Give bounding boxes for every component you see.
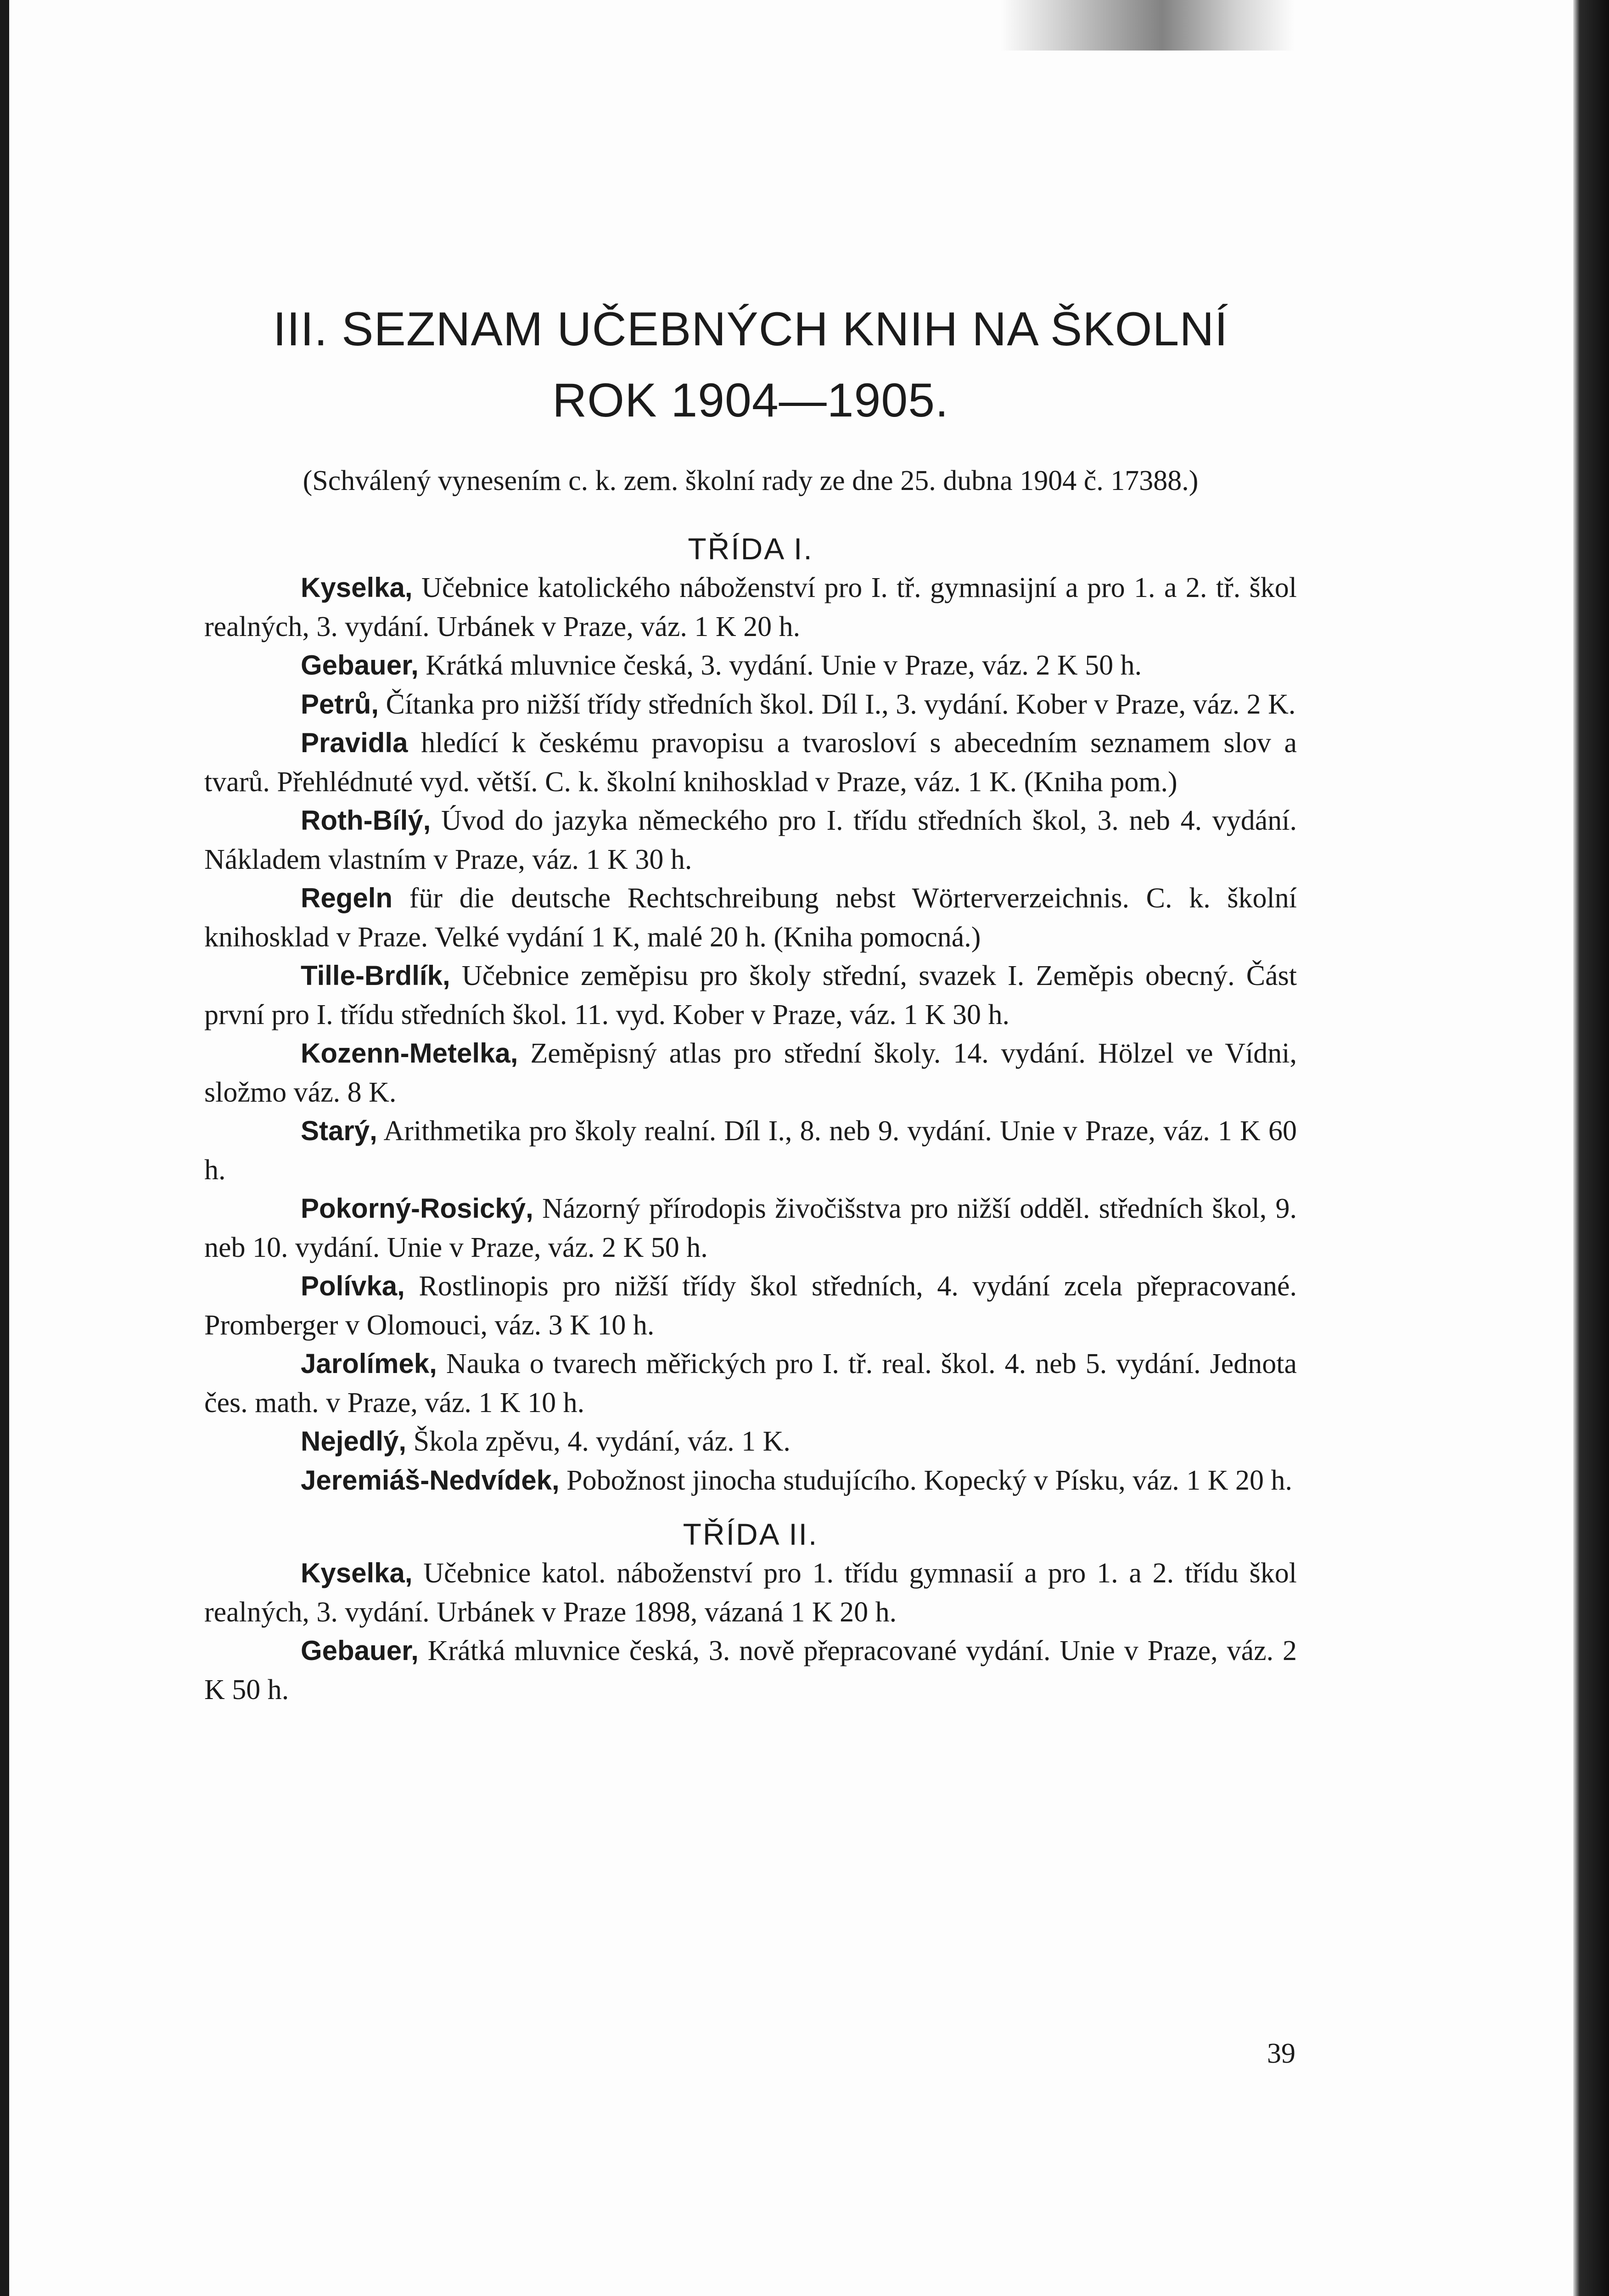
book-spine-edge	[0, 0, 9, 2296]
book-entry	[204, 1267, 1297, 1345]
entry-author: Gebauer,	[301, 1635, 419, 1666]
book-entry	[204, 685, 1297, 724]
entry-text: hledící k českému pravopisu a tvarosloví s abecedním seznamem slov a tvarů. Přehlédnuté vyd. větší. C. k. školní knihosklad v Praze, váz. 1 K. (Kniha pom.)	[204, 727, 1297, 798]
entry-author: Petrů,	[301, 688, 379, 720]
book-entry	[204, 1632, 1297, 1709]
page-title	[204, 294, 1297, 436]
entry-text: Učebnice katolického náboženství pro I. tř. gymnasijní a pro 1. a 2. tř. škol realných, 3. vydání. Urbánek v Praze, váz. 1 K 20 h.	[204, 572, 1297, 642]
entry-text: Pobožnost jinocha studujícího. Kopecký v Písku, váz. 1 K 20 h.	[566, 1464, 1293, 1496]
page-content	[204, 294, 1297, 1709]
entry-text: Čítanka pro nižší třídy středních škol. Díl I., 3. vydání. Kober v Praze, váz. 2 K.	[386, 688, 1296, 720]
entry-author: Nejedlý,	[301, 1426, 407, 1457]
entry-author: Kyselka,	[301, 1558, 413, 1588]
entry-text: Učebnice zeměpisu pro školy střední, svazek I. Zeměpis obecný. Část první pro I. třídu středních škol. 11. vyd. Kober v Praze, váz. 1 K 30 h.	[204, 960, 1297, 1030]
book-entry	[204, 646, 1297, 685]
entry-author: Kyselka,	[301, 572, 413, 603]
entry-author: Regeln	[301, 883, 393, 913]
entry-text: Názorný přírodopis živočišstva pro nižší odděl. středních škol, 9. neb 10. vydání. Unie v Praze, váz. 2 K 50 h.	[204, 1193, 1297, 1263]
entry-author: Roth-Bílý,	[301, 805, 431, 836]
book-entry	[204, 957, 1297, 1034]
entry-author: Gebauer,	[301, 650, 419, 681]
entry-text: Učebnice katol. náboženství pro 1. třídu gymnasií a pro 1. a 2. třídu škol realných, 3. vydání. Urbánek v Praze 1898, vázaná 1 K 20 h.	[204, 1558, 1297, 1628]
entry-text: Zeměpisný atlas pro střední školy. 14. vydání. Hölzel ve Vídni, složmo váz. 8 K.	[204, 1038, 1297, 1108]
entry-text: Arithmetika pro školy realní. Díl I., 8. neb 9. vydání. Unie v Praze, váz. 1 K 60 h.	[204, 1115, 1297, 1186]
book-entry	[204, 1461, 1297, 1500]
entry-author: Kozenn-Metelka,	[301, 1038, 518, 1069]
book-entry	[204, 1345, 1297, 1422]
entry-author: Starý,	[301, 1115, 377, 1146]
book-entry	[204, 1554, 1297, 1632]
book-entry	[204, 1422, 1297, 1461]
title-line-1: III. SEZNAM UČEBNÝCH KNIH NA ŠKOLNÍ	[273, 303, 1228, 356]
entry-text: Úvod do jazyka německého pro I. třídu středních škol, 3. neb 4. vydání. Nákladem vlastním v Praze, váz. 1 K 30 h.	[204, 805, 1297, 875]
entry-author: Jeremiáš-Nedvídek,	[301, 1464, 560, 1496]
entry-author: Pokorný-Rosický,	[301, 1193, 533, 1224]
scan-artifact	[1001, 0, 1295, 51]
book-entry	[204, 879, 1297, 957]
approval-note: (Schválený vynesením c. k. zem. školní rady ze dne 25. dubna 1904 č. 17388.)	[303, 465, 1199, 496]
book-entry	[204, 1034, 1297, 1112]
section-heading-class-1: TŘÍDA I.	[688, 532, 813, 566]
entry-text: Rostlinopis pro nižší třídy škol středních, 4. vydání zcela přepracované. Promberger v Olomouci, váz. 3 K 10 h.	[204, 1271, 1297, 1341]
book-entry	[204, 724, 1297, 801]
section-heading-class-2: TŘÍDA II.	[683, 1517, 819, 1551]
book-entry	[204, 801, 1297, 879]
book-entry	[204, 1112, 1297, 1189]
entry-text: Krátká mluvnice česká, 3. nově přepracované vydání. Unie v Praze, váz. 2 K 50 h.	[204, 1635, 1297, 1705]
title-line-2: ROK 1904—1905.	[552, 374, 949, 427]
page-right-edge	[1573, 0, 1609, 2296]
book-entry	[204, 568, 1297, 646]
entry-author: Polívka,	[301, 1271, 405, 1301]
entry-author: Jarolímek,	[301, 1348, 437, 1379]
entry-text: Krátká mluvnice česká, 3. vydání. Unie v Praze, váz. 2 K 50 h.	[426, 650, 1142, 681]
entry-text: Nauka o tvarech měřických pro I. tř. real. škol. 4. neb 5. vydání. Jednota čes. math. v Praze, váz. 1 K 10 h.	[204, 1348, 1297, 1418]
entry-text: für die deutsche Rechtschreibung nebst Wörterverzeichnis. C. k. školní knihosklad v Praze. Velké vydání 1 K, malé 20 h. (Kniha pomocná.)	[204, 883, 1297, 953]
entry-author: Pravidla	[301, 727, 408, 758]
entry-author: Tille-Brdlík,	[301, 960, 450, 991]
book-entry	[204, 1189, 1297, 1267]
entry-text: Škola zpěvu, 4. vydání, váz. 1 K.	[413, 1426, 790, 1457]
page-number: 39	[1267, 2038, 1295, 2069]
